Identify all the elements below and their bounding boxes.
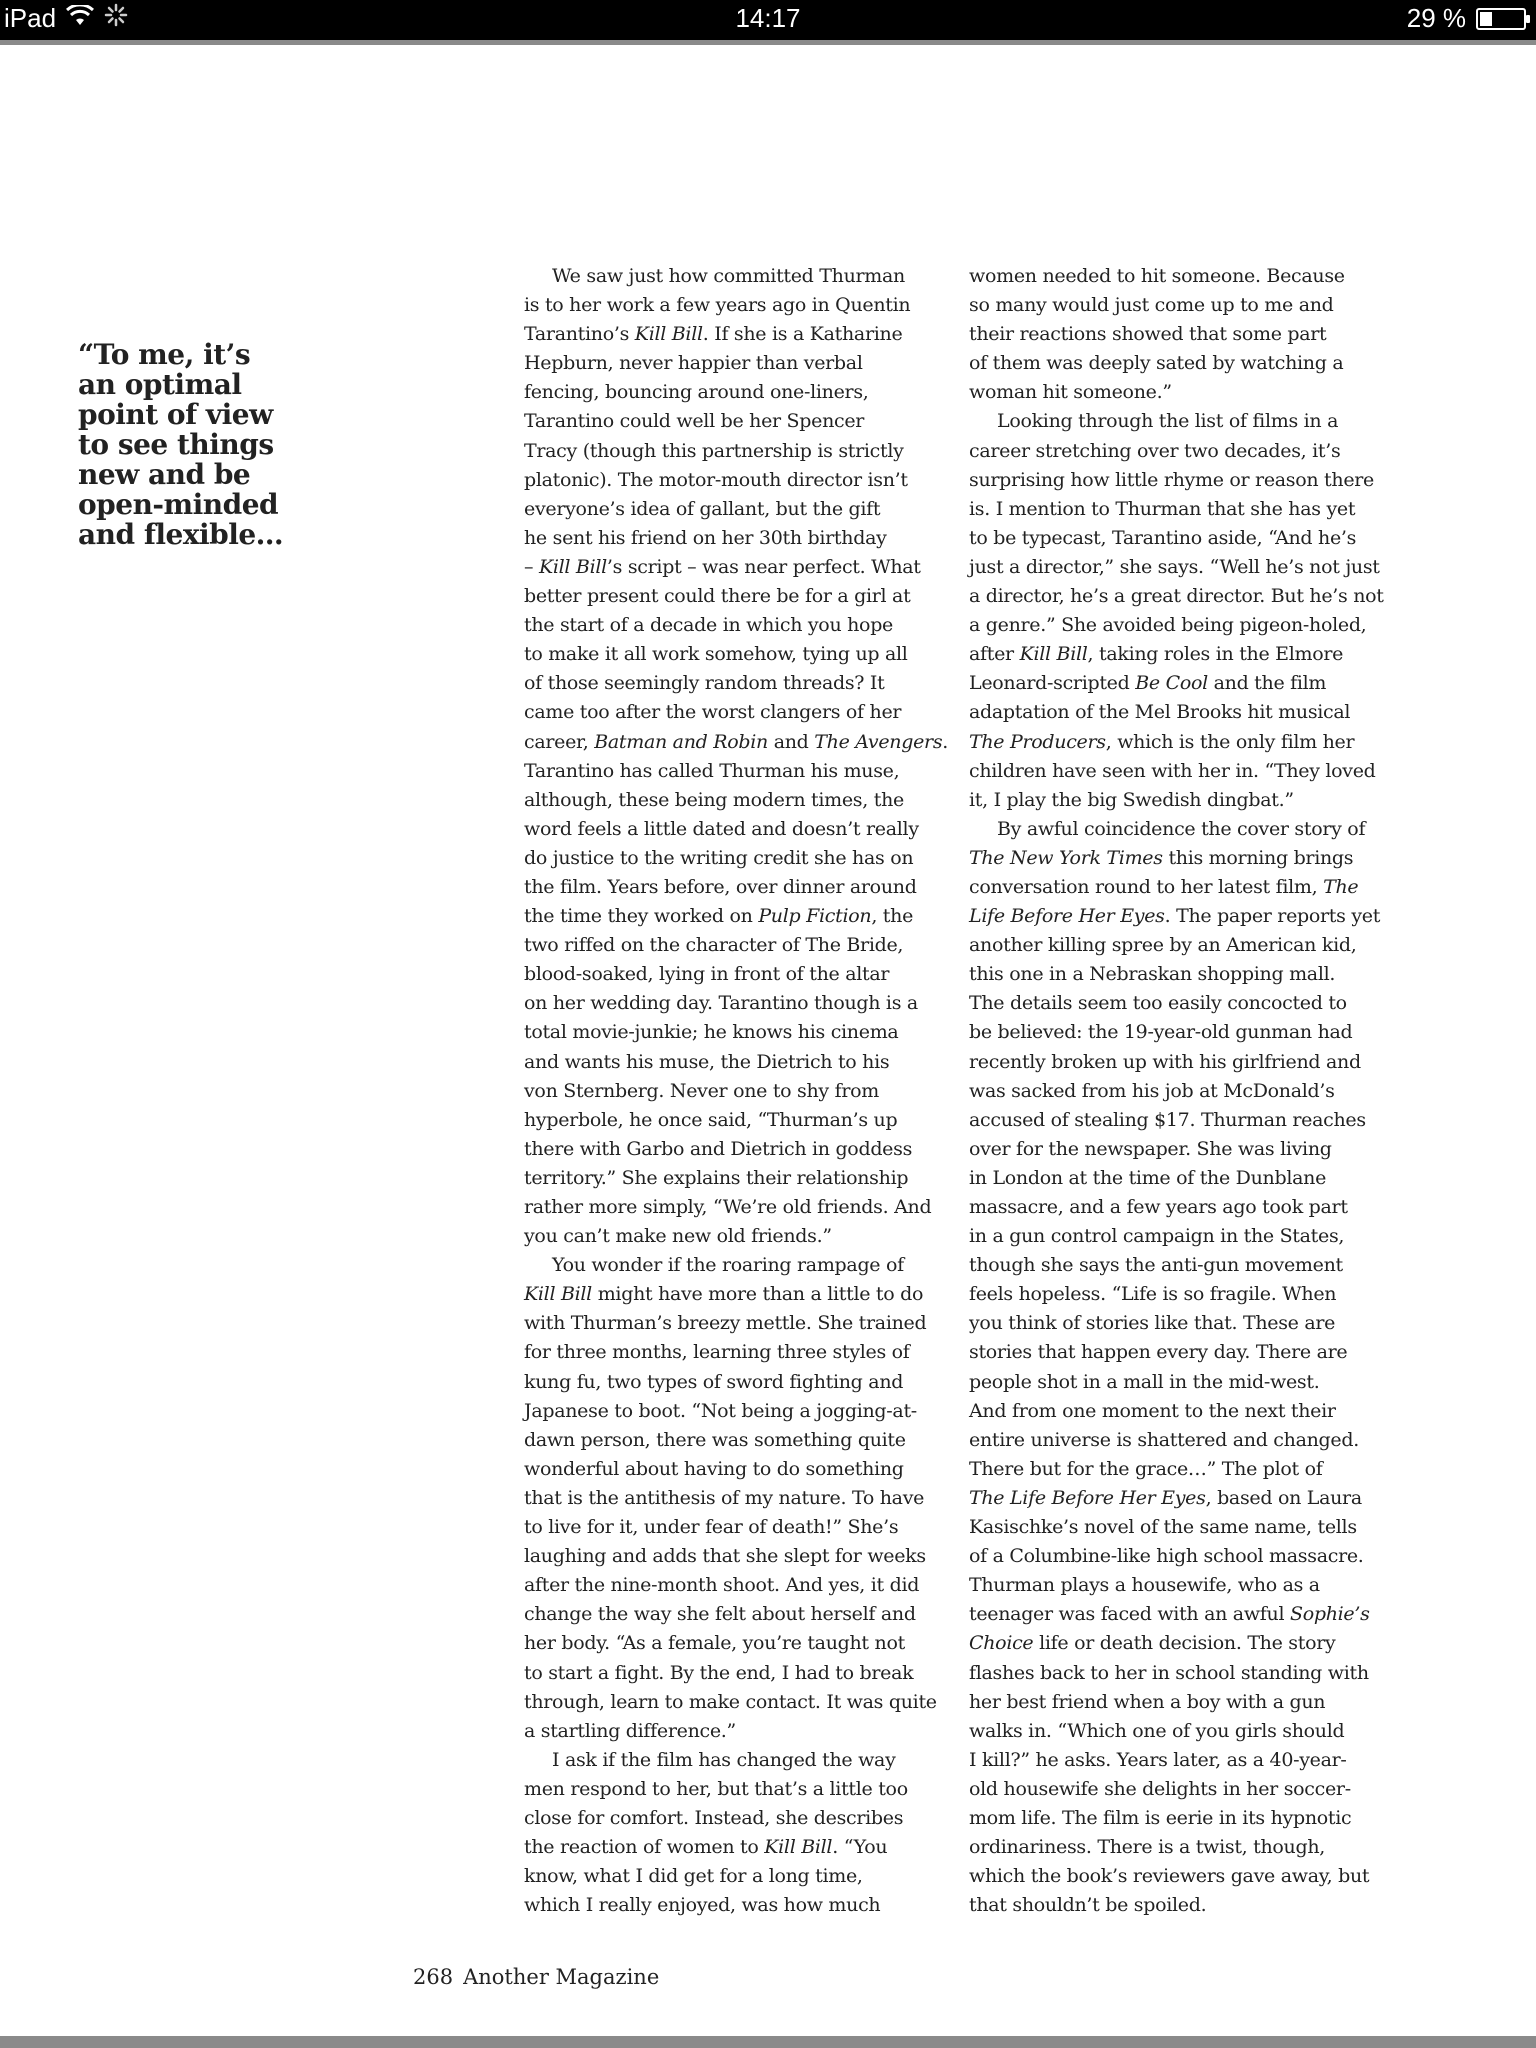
article-line: which the book’s reviewers gave away, but (969, 1865, 1370, 1888)
article-line: men respond to her, but that’s a little too (524, 1777, 908, 1800)
article-line: the reaction of women to Kill Bill. “You (524, 1836, 888, 1859)
article-line: The Producers, which is the only film her (969, 730, 1355, 753)
article-line: do justice to the writing credit she has on (524, 846, 914, 869)
battery-fill (1480, 12, 1492, 26)
article-line: woman hit someone.” (969, 381, 1172, 404)
magazine-page[interactable] (0, 40, 1536, 2038)
article-line: be believed: the 19-year-old gunman had (969, 1021, 1353, 1044)
article-line: total movie-junkie; he knows his cinema (524, 1021, 899, 1044)
article-line: laughing and adds that she slept for weeks (524, 1545, 926, 1568)
article-line: The Life Before Her Eyes, based on Laura (969, 1486, 1362, 1509)
article-line: of them was deeply sated by watching a (969, 352, 1344, 375)
article-line: adaptation of the Mel Brooks hit musical (969, 701, 1351, 724)
pull-quote-line: an optimal (78, 368, 242, 401)
article-line: hyperbole, he once said, “Thurman’s up (524, 1108, 898, 1131)
article-line: her body. “As a female, you’re taught not (524, 1632, 905, 1655)
article-line: Thurman plays a housewife, who as a (969, 1574, 1320, 1597)
article-line: kung fu, two types of sword fighting and (524, 1370, 904, 1393)
article-line: platonic). The motor-mouth director isn’t (524, 468, 908, 491)
article-line: to be typecast, Tarantino aside, “And he’s (969, 526, 1357, 549)
article-line: on her wedding day. Tarantino though is a (524, 992, 918, 1015)
status-bar (0, 0, 1536, 40)
article-line: children have seen with her in. “They loved (969, 759, 1376, 782)
article-line: women needed to hit someone. Because (969, 265, 1345, 287)
article-line: their reactions showed that some part (969, 323, 1327, 346)
article-line: feels hopeless. “Life is so fragile. When (969, 1283, 1337, 1306)
article-line: You wonder if the roaring rampage of (552, 1254, 904, 1277)
article-line: ordinariness. There is a twist, though, (969, 1836, 1326, 1859)
article-line: is to her work a few years ago in Quentin (524, 294, 911, 317)
article-line: accused of stealing $17. Thurman reaches (969, 1108, 1366, 1131)
article-line: – Kill Bill’s script – was near perfect. What (524, 555, 921, 578)
pull-quote-line: and flexible… (78, 518, 284, 551)
article-line: stories that happen every day. There are (969, 1341, 1348, 1364)
article-line: old housewife she delights in her soccer- (969, 1777, 1351, 1800)
article-line: which I really enjoyed, was how much (524, 1894, 881, 1917)
article-line: there with Garbo and Dietrich in goddess (524, 1137, 913, 1160)
article-line: for three months, learning three styles of (524, 1341, 910, 1364)
article-column-1 (524, 262, 972, 1920)
article-line: von Sternberg. Never one to shy from (524, 1079, 879, 1102)
article-line: a genre.” She avoided being pigeon-holed, (969, 614, 1367, 637)
article-line: over for the newspaper. She was living (969, 1137, 1332, 1160)
article-line: came too after the worst clangers of her (524, 701, 902, 724)
pull-quote-line: “To me, it’s (78, 338, 251, 371)
article-line: Kill Bill might have more than a little to do (524, 1283, 924, 1306)
article-line: career, Batman and Robin and The Avengers. (524, 730, 949, 753)
article-line: to make it all work somehow, tying up all (524, 643, 908, 666)
article-line: the start of a decade in which you hope (524, 614, 894, 637)
article-line: Tracy (though this partnership is strictly (524, 439, 904, 462)
article-line: another killing spree by an American kid, (969, 934, 1357, 957)
article-line: The New York Times this morning brings (969, 846, 1354, 869)
article-line: to start a fight. By the end, I had to break (524, 1661, 914, 1684)
article-line: Hepburn, never happier than verbal (524, 352, 863, 375)
page-footer (413, 1965, 669, 1989)
article-line: close for comfort. Instead, she describes (524, 1806, 904, 1829)
bottom-edge (0, 2036, 1536, 2048)
article-line: it, I play the big Swedish dingbat.” (969, 788, 1294, 811)
article-line: change the way she felt about herself and (524, 1603, 916, 1626)
article-line: after the nine-month shoot. And yes, it did (524, 1574, 920, 1597)
article-line: everyone’s idea of gallant, but the gift (524, 497, 881, 520)
article-line: with Thurman’s breezy mettle. She trained (524, 1312, 927, 1335)
page-top-edge (0, 40, 1536, 45)
pull-quote-line: to see things (78, 428, 274, 461)
article-line: Japanese to boot. “Not being a jogging-at- (524, 1399, 917, 1422)
article-line: Leonard-scripted Be Cool and the film (969, 672, 1327, 695)
article-line: massacre, and a few years ago took part (969, 1196, 1348, 1218)
article-line: the time they worked on Pulp Fiction, the (524, 905, 914, 928)
article-line: this one in a Nebraskan shopping mall. (969, 963, 1336, 986)
article-line: territory.” She explains their relationship (524, 1166, 909, 1189)
article-line: I kill?” he asks. Years later, as a 40-year- (969, 1748, 1347, 1771)
article-line: in London at the time of the Dunblane (969, 1166, 1327, 1189)
battery-percent: 29 % (1406, 3, 1466, 33)
article-line: blood-soaked, lying in front of the altar (524, 963, 890, 986)
article-line: mom life. The film is eerie in its hypnotic (969, 1806, 1352, 1829)
article-line: a director, he’s a great director. But he’s not (969, 585, 1384, 608)
status-time: 14:17 (735, 3, 801, 33)
article-line: was sacked from his job at McDonald’s (969, 1079, 1335, 1102)
article-line: We saw just how committed Thurman (552, 265, 905, 287)
article-line: better present could there be for a girl at (524, 585, 911, 608)
publication-name: Another Magazine (463, 1965, 660, 1989)
article-line: though she says the anti-gun movement (969, 1254, 1343, 1277)
pull-quote (78, 340, 298, 550)
article-line: her best friend when a boy with a gun (969, 1690, 1326, 1713)
article-line: is. I mention to Thurman that she has yet (969, 497, 1356, 520)
article-line: Kasischke’s novel of the same name, tells (969, 1516, 1357, 1539)
article-line: Tarantino’s Kill Bill. If she is a Katharine (524, 323, 903, 346)
article-line: And from one moment to the next their (969, 1399, 1336, 1422)
article-line: he sent his friend on her 30th birthday (524, 526, 887, 549)
article-line: The details seem too easily concocted to (969, 992, 1347, 1015)
article-line: know, what I did get for a long time, (524, 1865, 863, 1888)
article-line: two riffed on the character of The Bride, (524, 934, 904, 957)
article-column-2 (969, 262, 1417, 1920)
article-line: so many would just come up to me and (969, 294, 1334, 317)
article-line: after Kill Bill, taking roles in the Elmore (969, 643, 1344, 666)
status-right (1407, 3, 1526, 34)
article-line: walks in. “Which one of you girls should (969, 1719, 1345, 1742)
article-line: entire universe is shattered and changed. (969, 1428, 1359, 1451)
article-line: career stretching over two decades, it’s (969, 439, 1341, 462)
article-line: wonderful about having to do something (524, 1457, 904, 1480)
article-line: although, these being modern times, the (524, 788, 904, 811)
article-line: a startling difference.” (524, 1719, 736, 1742)
article-line: Tarantino has called Thurman his muse, (524, 759, 900, 782)
article-line: that shouldn’t be spoiled. (969, 1894, 1207, 1917)
article-line: By awful coincidence the cover story of (997, 817, 1366, 840)
article-line: you think of stories like that. These are (969, 1312, 1336, 1335)
article-line: rather more simply, “We’re old friends. And (524, 1196, 932, 1218)
article-line: of a Columbine-like high school massacre. (969, 1545, 1364, 1568)
article-line: surprising how little rhyme or reason there (969, 468, 1374, 491)
article-line: Tarantino could well be her Spencer (524, 410, 865, 433)
pull-quote-line: open-minded (78, 488, 279, 521)
article-line: dawn person, there was something quite (524, 1428, 906, 1451)
pull-quote-line: point of view (78, 398, 273, 431)
article-line: Looking through the list of films in a (997, 410, 1339, 433)
article-line: teenager was faced with an awful Sophie’s (969, 1603, 1370, 1626)
article-line: in a gun control campaign in the States, (969, 1225, 1345, 1248)
article-line: Life Before Her Eyes. The paper reports yet (969, 905, 1381, 928)
article-line: conversation round to her latest film, The (969, 875, 1359, 898)
article-line: to live for it, under fear of death!” She’s (524, 1516, 899, 1539)
battery-icon (1476, 8, 1526, 30)
article-line: you can’t make new old friends.” (524, 1225, 832, 1248)
pull-quote-line: new and be (78, 458, 251, 491)
article-line: through, learn to make contact. It was quite (524, 1690, 937, 1713)
article-line: just a director,” she says. “Well he’s not just (969, 555, 1380, 578)
article-line: fencing, bouncing around one-liners, (524, 381, 869, 404)
article-line: the film. Years before, over dinner around (524, 875, 917, 898)
article-line: I ask if the film has changed the way (552, 1748, 896, 1771)
article-line: word feels a little dated and doesn’t really (524, 817, 919, 840)
article-line: that is the antithesis of my nature. To have (524, 1486, 925, 1509)
page-number: 268 (413, 1965, 454, 1989)
article-line: of those seemingly random threads? It (524, 672, 885, 695)
article-line: recently broken up with his girlfriend and (969, 1050, 1361, 1073)
article-line: Choice life or death decision. The story (969, 1632, 1336, 1655)
device-label: iPad (4, 3, 57, 33)
article-line: There but for the grace…” The plot of (969, 1457, 1323, 1480)
article-line: and wants his muse, the Dietrich to his (524, 1050, 890, 1073)
article-line: people shot in a mall in the mid-west. (969, 1370, 1320, 1393)
article-line: flashes back to her in school standing with (969, 1661, 1369, 1684)
